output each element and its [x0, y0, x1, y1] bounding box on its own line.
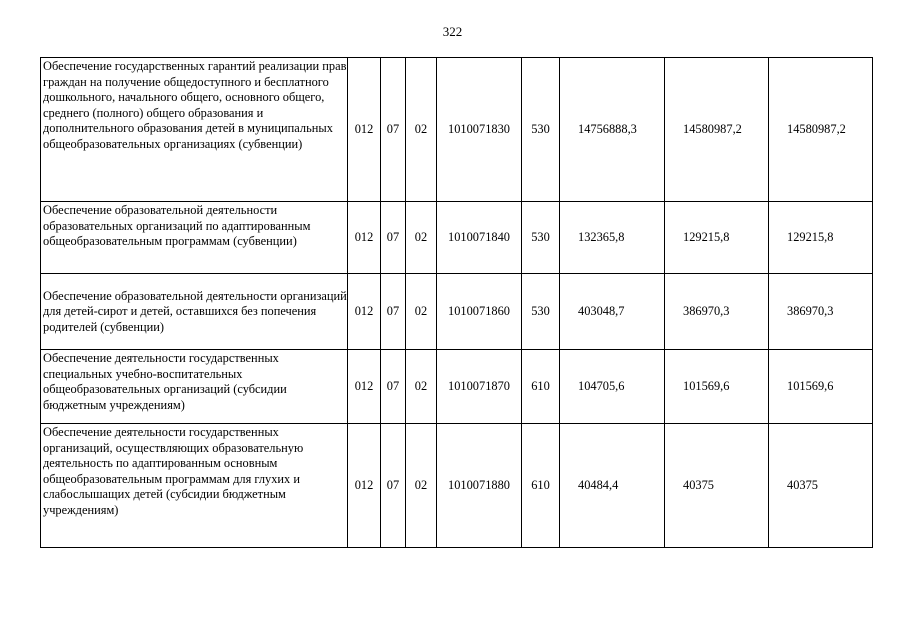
amount-year-2-cell: 129215,8: [665, 202, 769, 274]
section-code-cell: 07: [381, 424, 406, 548]
amount-year-1-cell: 403048,7: [560, 274, 665, 350]
table-row: [41, 424, 873, 548]
subsection-code-cell: 02: [406, 58, 437, 202]
table-row: [41, 274, 873, 350]
expense-type-cell: 530: [522, 58, 560, 202]
subsection-code-cell: 02: [406, 350, 437, 424]
ministry-code-cell: 012: [348, 274, 381, 350]
amount-year-1-cell: 14756888,3: [560, 58, 665, 202]
expense-type-cell: 530: [522, 274, 560, 350]
ministry-code-cell: 012: [348, 202, 381, 274]
table-row: [41, 58, 873, 202]
page-number: 322: [442, 24, 463, 39]
section-code-cell: 07: [381, 202, 406, 274]
amount-year-3-cell: 14580987,2: [769, 58, 873, 202]
subsection-code-cell: 02: [406, 274, 437, 350]
target-article-cell: 1010071860: [437, 274, 522, 350]
amount-year-1-cell: 40484,4: [560, 424, 665, 548]
expense-name-cell: Обеспечение деятельности государственных организаций, осуществляющих образовательную деятельность по адаптированным основным общеобразовательным программам для глухих и слабослышащих детей (субсидии бюджетным учреждениям): [41, 424, 348, 548]
expense-type-cell: 610: [522, 350, 560, 424]
ministry-code-cell: 012: [348, 350, 381, 424]
table-row: [41, 350, 873, 424]
expense-name-cell: Обеспечение образовательной деятельности организаций для детей-сирот и детей, оставшихся без попечения родителей (субвенции): [41, 274, 348, 350]
expense-type-cell: 530: [522, 202, 560, 274]
ministry-code-cell: 012: [348, 424, 381, 548]
table-row: [41, 202, 873, 274]
amount-year-3-cell: 40375: [769, 424, 873, 548]
section-code-cell: 07: [381, 350, 406, 424]
amount-year-2-cell: 386970,3: [665, 274, 769, 350]
amount-year-3-cell: 101569,6: [769, 350, 873, 424]
expense-name-cell: Обеспечение деятельности государственных специальных учебно-воспитательных общеобразовательных организаций (субсидии бюджетным учреждениям): [41, 350, 348, 424]
amount-year-1-cell: 104705,6: [560, 350, 665, 424]
amount-year-3-cell: 129215,8: [769, 202, 873, 274]
subsection-code-cell: 02: [406, 424, 437, 548]
expense-name-cell: Обеспечение государственных гарантий реализации прав граждан на получение общедоступного и бесплатного дошкольного, начального общего, основного общего, среднего (полного) общего образования и дополнительного образования детей в муниципальных общеобразовательных организациях (субвенции): [41, 58, 348, 202]
target-article-cell: 1010071830: [437, 58, 522, 202]
budget-table: [40, 57, 873, 548]
section-code-cell: 07: [381, 274, 406, 350]
expense-type-cell: 610: [522, 424, 560, 548]
amount-year-3-cell: 386970,3: [769, 274, 873, 350]
amount-year-2-cell: 14580987,2: [665, 58, 769, 202]
expense-name-cell: Обеспечение образовательной деятельности образовательных организаций по адаптированным общеобразовательным программам (субвенции): [41, 202, 348, 274]
ministry-code-cell: 012: [348, 58, 381, 202]
subsection-code-cell: 02: [406, 202, 437, 274]
amount-year-1-cell: 132365,8: [560, 202, 665, 274]
amount-year-2-cell: 101569,6: [665, 350, 769, 424]
amount-year-2-cell: 40375: [665, 424, 769, 548]
target-article-cell: 1010071880: [437, 424, 522, 548]
target-article-cell: 1010071870: [437, 350, 522, 424]
section-code-cell: 07: [381, 58, 406, 202]
target-article-cell: 1010071840: [437, 202, 522, 274]
